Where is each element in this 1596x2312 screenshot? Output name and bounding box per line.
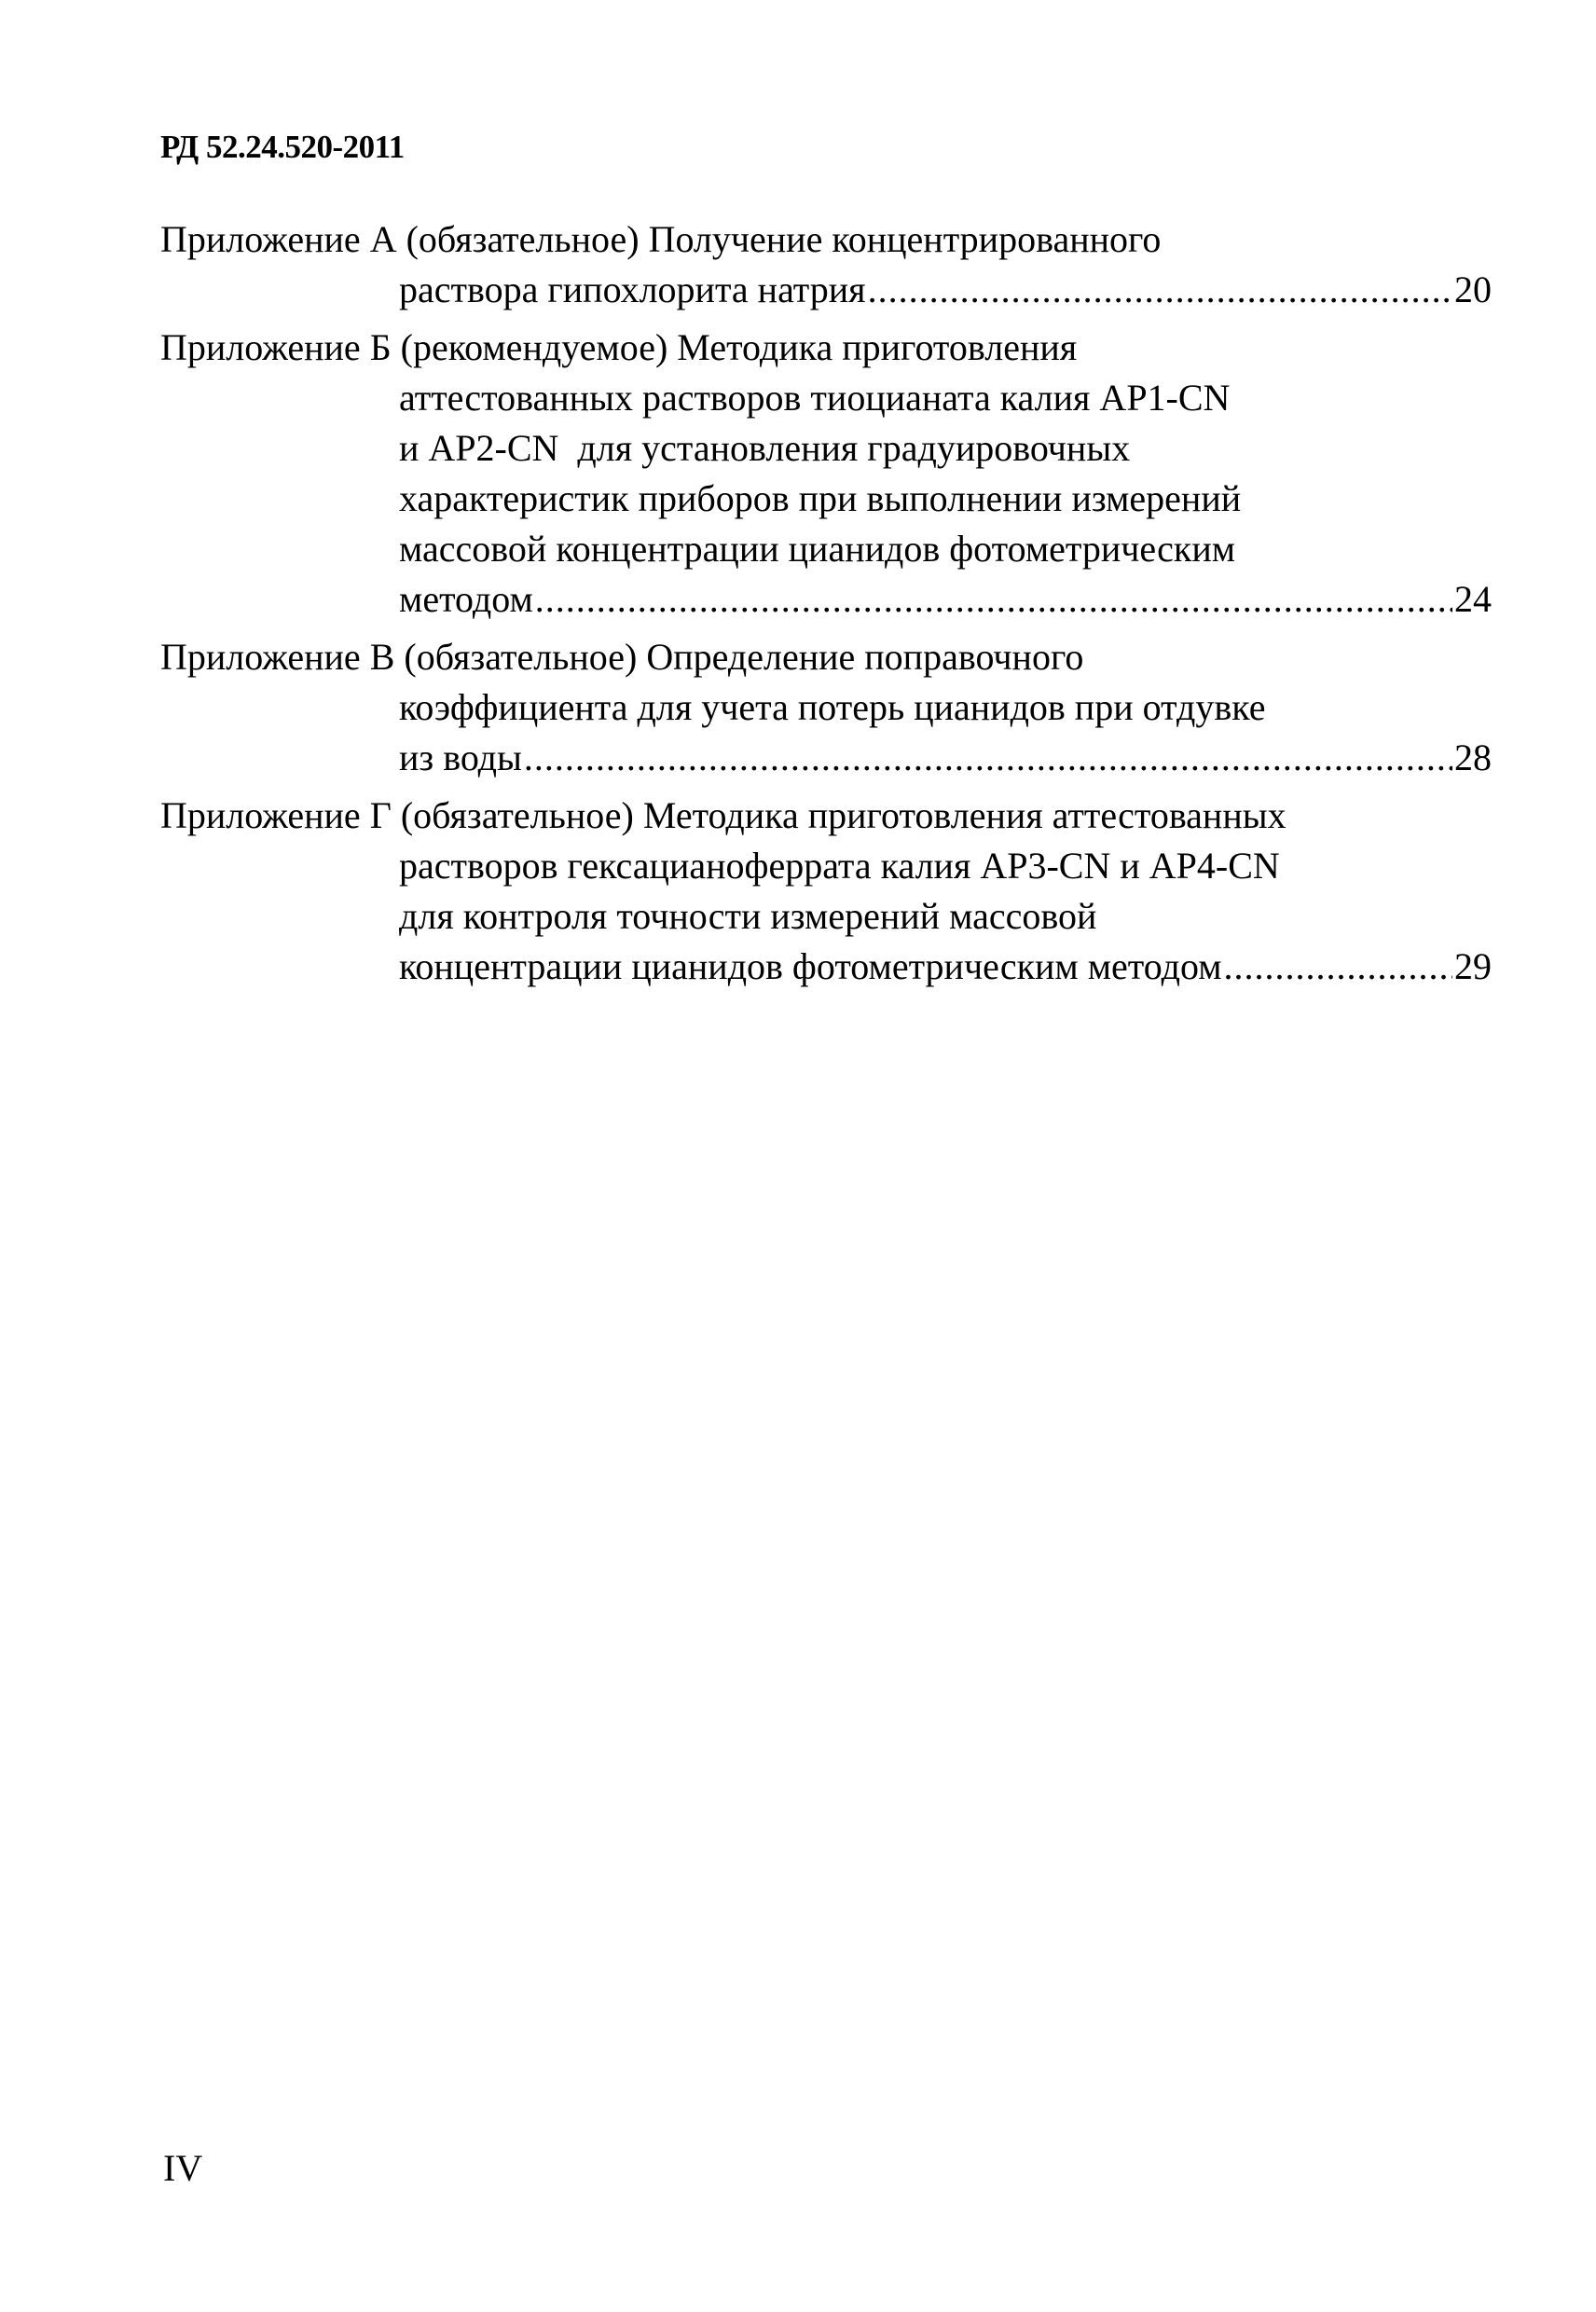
toc-entry-text: концентрации цианидов фотометрическим методом	[399, 945, 1222, 987]
toc-entry-text: для контроля точности измерений массовой	[399, 895, 1097, 937]
dot-leader	[535, 574, 1452, 625]
toc-entry-appendix-a	[160, 214, 1492, 315]
toc-entry-text: раствора гипохлорита натрия	[399, 268, 866, 310]
toc-line	[160, 891, 1492, 942]
toc-entry-text: характеристик приборов при выполнении измерений	[399, 477, 1242, 519]
toc-line	[160, 323, 1492, 373]
toc-line	[160, 841, 1492, 891]
document-code: РД 52.24.520-2011	[160, 129, 405, 165]
toc-line	[160, 373, 1492, 423]
toc-entry-text: коэффициента для учета потерь цианидов при отдувке	[399, 686, 1266, 728]
toc-line	[160, 524, 1492, 574]
toc-entry-title: Приложение Б (рекомендуемое) Методика приготовления	[160, 326, 1078, 368]
table-of-contents	[160, 214, 1492, 999]
toc-entry-title: Приложение А (обязательное) Получение концентрированного	[160, 218, 1162, 260]
toc-entry-text: из воды	[399, 736, 522, 778]
toc-entry-title: Приложение В (обязательное) Определение поправочного	[160, 636, 1084, 678]
toc-page-number: 20	[1454, 268, 1492, 310]
toc-entry-text: аттестованных растворов тиоцианата калия АР1-CN	[399, 377, 1231, 419]
toc-entry-appendix-b	[160, 323, 1492, 625]
toc-line	[160, 265, 1492, 315]
toc-entry-text: массовой концентрации цианидов фотометрическим	[399, 528, 1236, 570]
toc-entry-appendix-v	[160, 632, 1492, 783]
toc-page-number: 28	[1454, 736, 1492, 778]
toc-line	[160, 942, 1492, 992]
toc-line	[160, 682, 1492, 733]
dot-leader	[868, 265, 1452, 315]
toc-entry-text: методом	[399, 578, 533, 620]
page-number: IV	[163, 2147, 203, 2189]
toc-page-number: 24	[1454, 578, 1492, 620]
toc-entry-appendix-g	[160, 791, 1492, 992]
toc-line	[160, 574, 1492, 625]
dot-leader	[1224, 942, 1453, 992]
toc-entry-text: растворов гексацианоферрата калия АР3-CN и АР4-CN	[399, 845, 1280, 887]
dot-leader	[524, 733, 1452, 783]
toc-entry-title: Приложение Г (обязательное) Методика приготовления аттестованных	[160, 794, 1286, 836]
toc-line	[160, 632, 1492, 682]
toc-line	[160, 474, 1492, 524]
toc-entry-text: и АР2-CN для установления градуировочных	[399, 427, 1131, 469]
toc-line	[160, 791, 1492, 841]
toc-line	[160, 733, 1492, 783]
toc-line	[160, 423, 1492, 474]
toc-page-number: 29	[1454, 945, 1492, 987]
toc-line	[160, 214, 1492, 265]
